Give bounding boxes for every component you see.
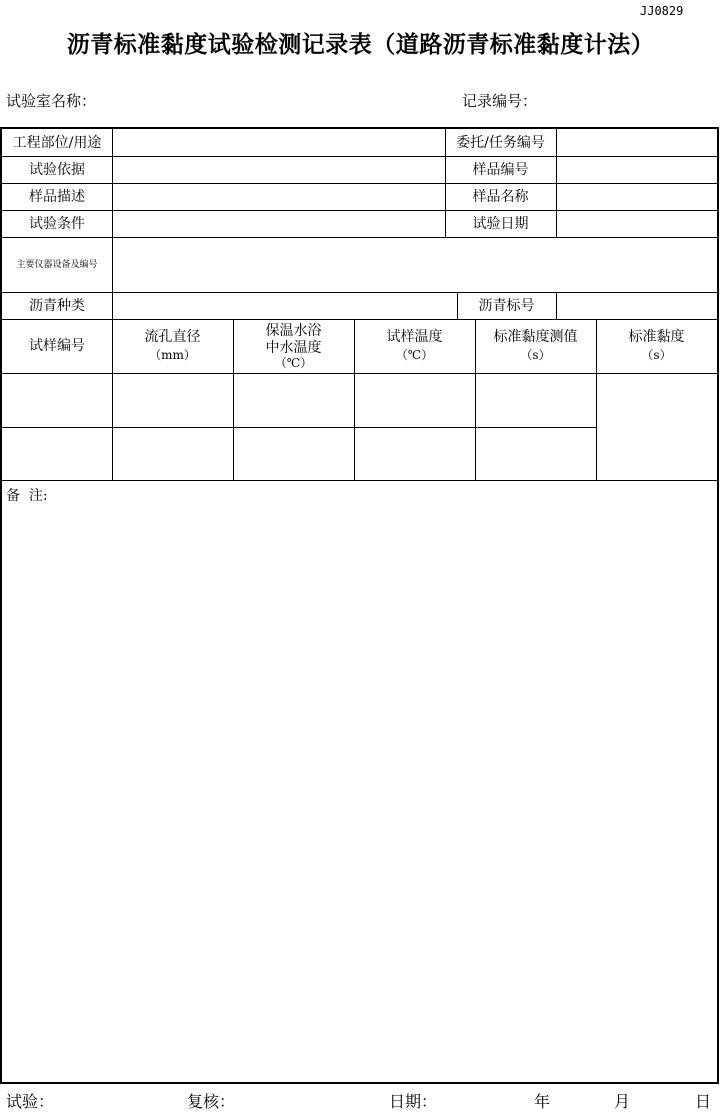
bath-temperature-unit: （℃） — [274, 355, 313, 370]
measured-viscosity-text: 标准黏度测值 — [493, 329, 578, 345]
test-basis-label: 试验依据 — [29, 161, 85, 178]
bath-temperature-text-2: 中水温度 — [265, 339, 322, 356]
equipment-label: 主要仪器设备及编号 — [16, 259, 98, 270]
record-form-table — [0, 127, 719, 1084]
document-code: JJ0829 — [640, 4, 684, 18]
bath-temperature-header — [233, 319, 354, 373]
standard-viscosity-text: 标准黏度 — [628, 329, 685, 345]
sample-no-label: 样品编号 — [472, 161, 529, 178]
asphalt-grade-label: 沥青标号 — [478, 297, 535, 314]
day-label: 日 — [695, 1092, 712, 1111]
remarks-label: 备 注: — [6, 488, 48, 504]
orifice-diameter-unit: （mm） — [149, 348, 196, 362]
test-date-label: 试验日期 — [472, 215, 529, 232]
lab-name-label: 试验室名称： — [6, 92, 97, 110]
test-condition-label: 试验条件 — [29, 215, 85, 232]
tester-label: 试验： — [6, 1092, 55, 1111]
date-label: 日期： — [389, 1092, 438, 1111]
grid-line — [2, 480, 717, 481]
grid-line — [556, 292, 557, 319]
commission-no-label: 委托/任务编号 — [456, 134, 545, 151]
standard-viscosity-header — [596, 319, 717, 373]
grid-line — [2, 427, 596, 428]
measured-viscosity-unit: （s） — [520, 348, 551, 362]
month-label: 月 — [614, 1092, 631, 1111]
sample-desc-label: 样品描述 — [29, 188, 85, 205]
specimen-temperature-unit: （℃） — [395, 348, 434, 362]
standard-viscosity-unit: （s） — [641, 348, 672, 362]
asphalt-type-label: 沥青种类 — [29, 297, 85, 314]
measured-viscosity-header — [475, 319, 596, 373]
orifice-diameter-text: 流孔直径 — [144, 329, 201, 345]
grid-line — [2, 373, 717, 374]
specimen-no-header: 试样编号 — [29, 338, 85, 354]
specimen-temperature-header — [354, 319, 475, 373]
year-label: 年 — [534, 1092, 551, 1111]
reviewer-label: 复核： — [187, 1092, 236, 1111]
record-number-label: 记录编号： — [462, 92, 538, 110]
grid-line — [112, 129, 113, 480]
bath-temperature-text-1: 保温水浴 — [265, 322, 322, 339]
grid-line — [556, 129, 557, 237]
page-title: 沥青标准黏度试验检测记录表（道路沥青标准黏度计法） — [66, 31, 655, 58]
project-part-label: 工程部位/用途 — [12, 134, 102, 151]
specimen-temperature-text: 试样温度 — [386, 329, 443, 345]
orifice-diameter-header — [112, 319, 233, 373]
sample-name-label: 样品名称 — [472, 188, 529, 205]
